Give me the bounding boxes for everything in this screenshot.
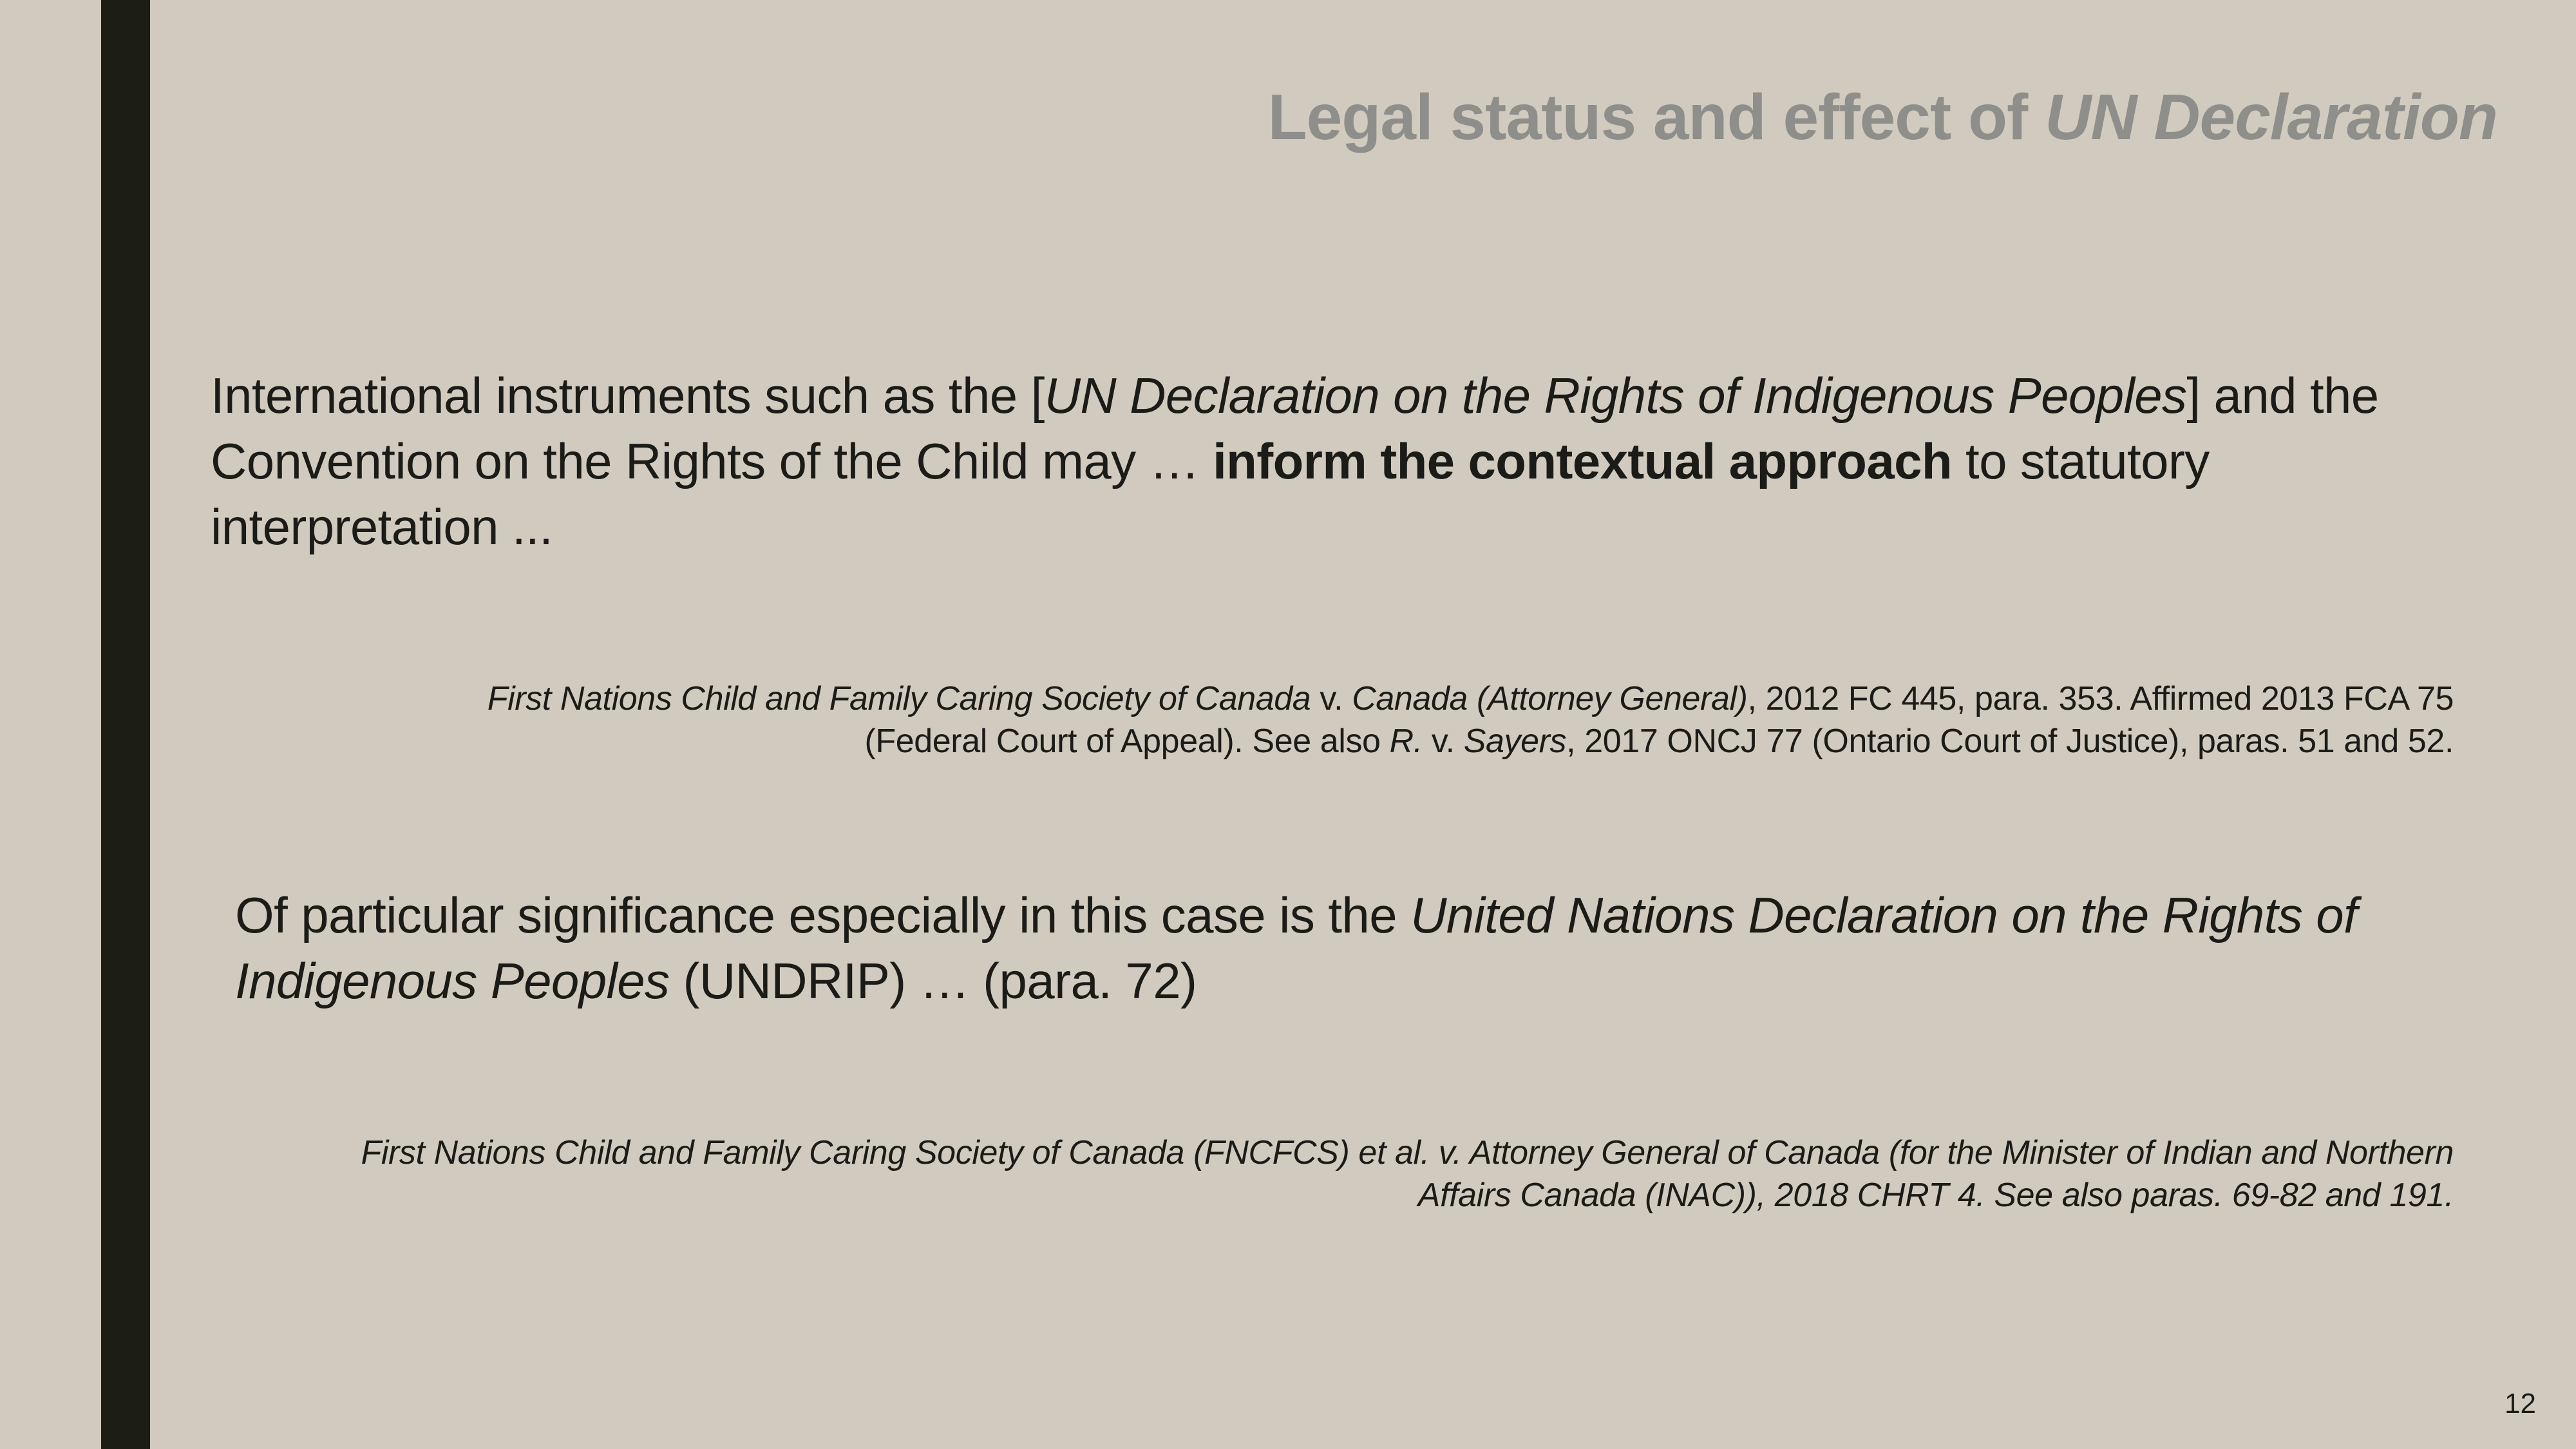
accent-bar (101, 0, 150, 1449)
citation-1-line-1-rest: , 2012 FC 445, para. 353. Affirmed 2013 FCA 75 (1747, 680, 2454, 717)
citation-2-line-2: Affairs Canada (INAC)), 2018 CHRT 4. See also paras. 69-82 and 191. (1417, 1177, 2454, 1214)
quote-block-1 (211, 363, 2477, 560)
citation-1-line-2-start: (Federal Court of Appeal). See also (864, 723, 1390, 760)
quote-1-undrip-title: UN Declaration on the Rights of Indigenous Peoples (1044, 367, 2187, 424)
citation-1-r: R. (1389, 723, 1423, 760)
title-prefix: Legal status and effect of (1267, 81, 2045, 153)
quote-block-2 (235, 882, 2476, 1014)
quote-2-undrip-title: United Nations Declaration on the Rights of Indigenous Peoples (235, 887, 2358, 1009)
citation-1-sayers: Sayers (1463, 723, 1567, 760)
citation-1-versus-1: v. (1311, 680, 1352, 717)
citation-1-party-2: Canada (Attorney General) (1352, 680, 1748, 717)
citation-1-versus-2: v. (1422, 723, 1464, 760)
citation-1-party-1: First Nations Child and Family Caring Society of Canada (487, 680, 1311, 717)
quote-1-part-3: ] and the Convention on the Rights of the Child may … (211, 367, 2379, 489)
quote-2-part-1: Of particular significance especially in this case is the (235, 887, 1411, 943)
citation-1 (264, 677, 2454, 762)
citation-2 (135, 1132, 2454, 1217)
citation-2-line-1: First Nations Child and Family Caring Society of Canada (FNCFCS) et al. v. Attorney General of Canada (for the Minister of Indian and Northern (361, 1134, 2454, 1171)
quote-2-part-3: (UNDRIP) … (para. 72) (669, 952, 1197, 1009)
title-emphasis: UN Declaration (2045, 81, 2497, 153)
quote-1-part-1: International instruments such as the [ (211, 367, 1045, 424)
page-number: 12 (2505, 1388, 2536, 1419)
citation-1-line-1 (264, 677, 2454, 720)
quote-1-part-5: to statutory interpretation ... (211, 433, 2210, 555)
slide-title (1268, 72, 2497, 162)
quote-1-emphasis: inform the contextual approach (1213, 433, 1952, 489)
citation-1-line-2-end: , 2017 ONCJ 77 (Ontario Court of Justice), paras. 51 and 52. (1566, 723, 2454, 760)
citation-1-line-2 (264, 720, 2454, 762)
